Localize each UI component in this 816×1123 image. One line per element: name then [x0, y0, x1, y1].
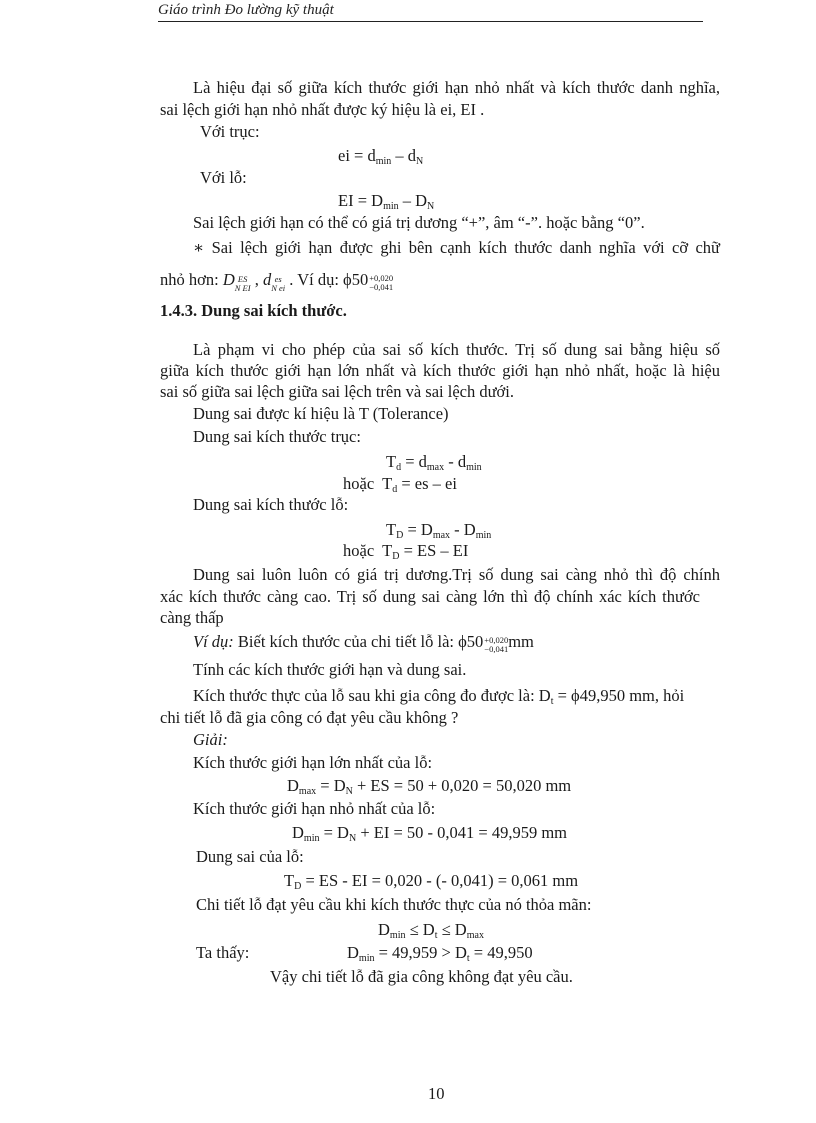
formula-tD-2: hoặc $T_D$ = ES – EI — [343, 541, 469, 562]
para-1b: sai lệch giới hạn nhỏ nhất được ký hiệu là ei, EI . — [160, 100, 485, 119]
para-8a: Dung sai luôn luôn có giá trị dương.Trị số dung sai càng nhỏ thì độ chính — [193, 565, 720, 584]
formula-td-result: $T_D$ = ES - EI = 0,020 - (- 0,041) = 0,061 mm — [284, 871, 579, 892]
para-1a: Là hiệu đại số giữa kích thước giới hạn nhỏ nhất và kích thước danh nghĩa, — [193, 78, 720, 97]
para-3a: ∗ Sai lệch giới hạn được ghi bên cạnh kích thước danh nghĩa với cỡ chữ — [193, 238, 720, 257]
page-number: 10 — [428, 1084, 445, 1103]
para-7: Dung sai kích thước lỗ: — [193, 495, 349, 514]
running-header: Giáo trình Đo lường kỹ thuật — [158, 2, 334, 18]
formula-td-2: hoặc $T_d$ = es – ei — [343, 474, 457, 495]
para-11b: chi tiết lỗ đã gia công có đạt yêu cầu không ? — [160, 708, 459, 727]
para-2: Sai lệch giới hạn có thể có giá trị dương “+”, âm “-”. hoặc bằng “0”. — [193, 213, 645, 232]
para-6: Dung sai kích thước trục: — [193, 427, 361, 446]
para-14: Dung sai của lỗ: — [196, 847, 304, 866]
para-13: Kích thước giới hạn nhỏ nhất của lỗ: — [193, 799, 436, 818]
para-4b: giữa kích thước giới hạn lớn nhất và kích thước giới hạn nhỏ nhất, hoặc là hiệu — [160, 361, 720, 380]
para-8b: xác kích thước càng cao. Trị số dung sai càng lớn thì độ chính xác kích thước — [160, 587, 700, 606]
formula-inequality: $D_{min} \le D_t \le D_{max}$ — [378, 920, 484, 941]
para-11a: Kích thước thực của lỗ sau khi gia công đo được là: $D_t = \phi 49,950$ mm, hỏi — [193, 686, 685, 707]
para-5: Dung sai được kí hiệu là T (Tolerance) — [193, 404, 449, 423]
para-15: Chi tiết lỗ đạt yêu cầu khi kích thước thực của nó thỏa mãn: — [196, 895, 592, 914]
conclusion: Vậy chi tiết lỗ đã gia công không đạt yêu cầu. — [270, 967, 573, 986]
formula-tD-1: $T_D = D_{max} - D_{min}$ — [386, 520, 492, 541]
para-4c: sai số giữa sai lệch giữa sai lệch trên và sai lệch dưới. — [160, 382, 514, 401]
para-8c: càng thấp — [160, 608, 224, 627]
formula-dmin: $D_{min} = D_N$ + EI = 50 - 0,041 = 49,959 mm — [292, 823, 567, 844]
label-ta-thay: Ta thấy: — [196, 943, 250, 962]
header-rule — [158, 21, 703, 22]
para-10: Tính các kích thước giới hạn và dung sai. — [193, 660, 467, 679]
para-9: Ví dụ: Biết kích thước của chi tiết lỗ là: ϕ50 +0,020 −0,041 mm — [193, 632, 534, 654]
formula-ei: ei = $d_{min} - d_N$ — [338, 146, 424, 167]
label-voi-truc: Với trục: — [200, 122, 260, 141]
para-12: Kích thước giới hạn lớn nhất của lỗ: — [193, 753, 433, 772]
para-3b: nhỏ hơn: D ES N EI , d es N ei . Ví dụ: ϕ50 +0,020 −0,041 — [160, 270, 394, 293]
formula-EI: EI = $D_{min} - D_N$ — [338, 191, 435, 212]
formula-dmax: $D_{max} = D_N$ + ES = 50 + 0,020 = 50,020 mm — [287, 776, 572, 797]
formula-td-1: $T_d = d_{max} - d_{min}$ — [386, 452, 482, 473]
section-heading: 1.4.3. Dung sai kích thước. — [160, 301, 347, 320]
formula-compare: $D_{min} = 49,959 > D_t = 49,950$ — [347, 943, 533, 964]
para-4a: Là phạm vi cho phép của sai số kích thước. Trị số dung sai bằng hiệu số — [193, 340, 720, 359]
label-giai: Giải: — [193, 730, 228, 749]
label-voi-lo: Với lỗ: — [200, 168, 247, 187]
